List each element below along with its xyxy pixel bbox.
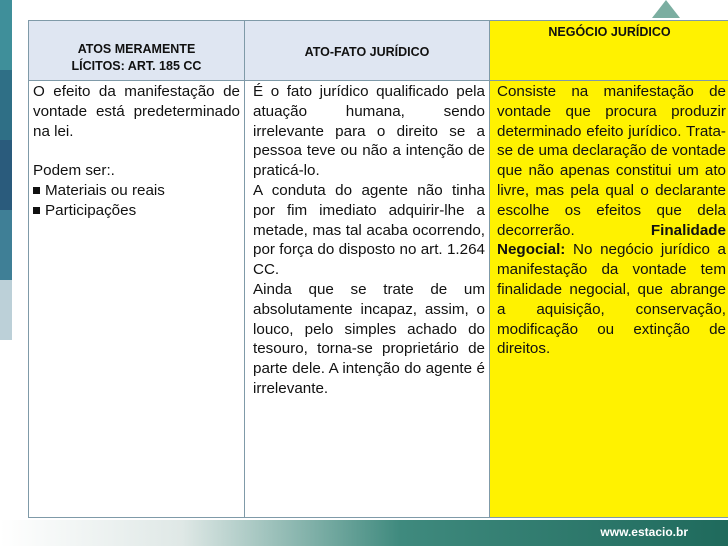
column-body — [29, 81, 244, 517]
footer-band — [0, 520, 728, 546]
stripe — [0, 140, 12, 210]
comparison-table — [28, 20, 728, 518]
stripe — [0, 70, 12, 140]
column-body — [245, 81, 489, 517]
body-text-end: . — [545, 340, 551, 358]
logo-arrow-icon — [652, 0, 680, 18]
body-paragraph — [497, 82, 726, 359]
body-text: Consiste na manifestação de vontade que procura produzir determinado efeito jurídico. Trata-se de uma declaração de vontade que não apenas constitui um ato livre, mas pela qual o declarante escolhe os efeitos que dela decorrerão. — [497, 83, 726, 239]
header-text: ATO-FATO JURÍDICO — [304, 45, 430, 59]
footer-url: www.estacio.br — [600, 525, 688, 539]
body-paragraph: A conduta do agente não tinha por fim imediato adquirir-lhe a metade, mas tal acaba ocorrendo, por força do disposto no art. 1.264 CC. — [253, 181, 485, 279]
header-text: NEGÓCIO JURÍDICO — [548, 25, 671, 39]
column-header — [29, 21, 244, 81]
column-atos-meramente-licitos — [29, 21, 244, 517]
bullet-list — [33, 181, 240, 221]
stripe — [0, 0, 12, 70]
stripe — [0, 210, 12, 280]
column-header — [245, 21, 489, 81]
body-bold-term: Finalidade Negocial: — [497, 221, 726, 259]
column-body — [490, 81, 728, 517]
header-line: ATOS MERAMENTE — [77, 42, 196, 56]
body-paragraph: O efeito da manifestação de vontade está predeterminado na lei. — [33, 83, 240, 140]
body-text: No negócio jurídico a manifestação da vontade tem finalidade negocial, que abrange a aquisição, conservação, modificação ou extinção de direitos — [497, 241, 726, 358]
stripe — [0, 280, 12, 340]
body-paragraph: Ainda que se trate de um absolutamente incapaz, assim, o louco, pelo simples achado do tesouro, torna-se proprietário de parte dele. A intenção do agente é irrelevante. — [253, 280, 485, 397]
list-item: Materiais ou reais — [33, 181, 240, 201]
column-ato-fato-juridico — [245, 21, 489, 517]
left-decorative-stripes — [0, 0, 12, 546]
body-paragraph: É o fato jurídico qualificado pela atuação humana, sendo irrelevante para o direito se a pessoa teve ou não a intenção de praticá-lo. — [253, 83, 485, 180]
header-line: LÍCITOS: ART. 185 CC — [71, 59, 202, 73]
list-title: Podem ser:. — [33, 162, 115, 180]
list-item: Participações — [33, 201, 240, 221]
stripe — [0, 340, 12, 546]
column-header — [490, 21, 728, 81]
column-negocio-juridico — [490, 21, 728, 517]
